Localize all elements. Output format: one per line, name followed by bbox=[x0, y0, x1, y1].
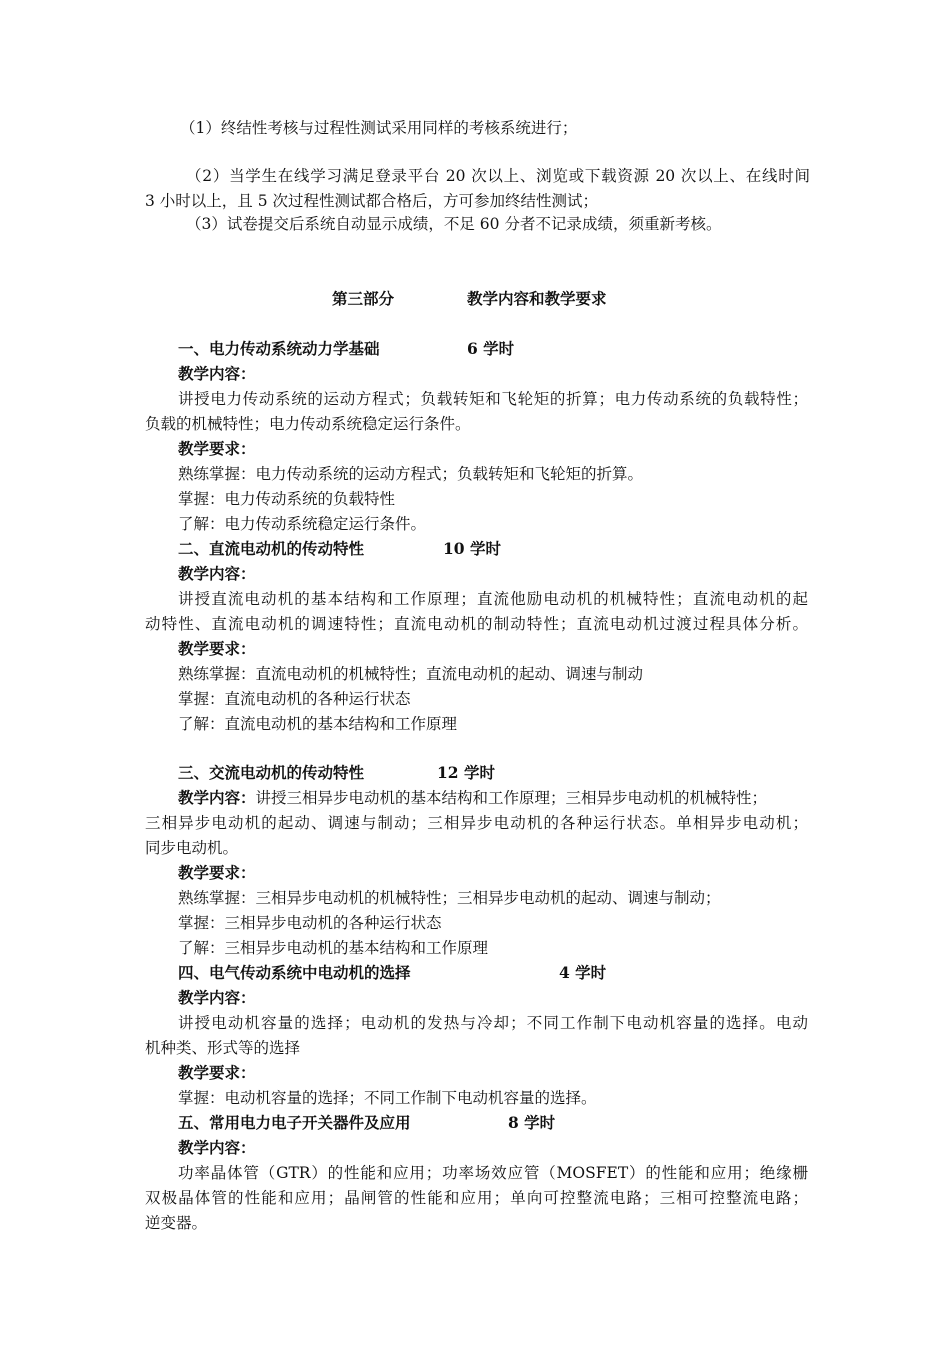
section-3-title: 三、交流电动机的传动特性 bbox=[178, 763, 365, 782]
rule-1: （1）终结性考核与过程性测试采用同样的考核系统进行； bbox=[180, 119, 578, 137]
section-5-hours: 8 学时 bbox=[508, 1113, 556, 1132]
rule-2-line-1: （2）当学生在线学习满足登录平台 20 次以上、浏览或下载资源 20 次以上、在线时间 bbox=[186, 167, 810, 185]
section-5-content-label: 教学内容： bbox=[178, 1138, 256, 1157]
section-4-content-line-1: 讲授电动机容量的选择；电动机的发热与冷却；不同工作制下电动机容量的选择。电动 bbox=[178, 1014, 808, 1032]
section-1-content-label: 教学内容： bbox=[178, 364, 256, 383]
section-3-content-text: 讲授三相异步电动机的基本结构和工作原理；三相异步电动机的机械特性； bbox=[255, 789, 768, 807]
section-2-req-3: 了解：直流电动机的基本结构和工作原理 bbox=[178, 715, 458, 733]
section-3-content-line-1 bbox=[178, 788, 808, 808]
section-5-content-line-1: 功率晶体管（GTR）的性能和应用；功率场效应管（MOSFET）的性能和应用；绝缘栅 bbox=[178, 1164, 808, 1182]
section-3-req-3: 了解：三相异步电动机的基本结构和工作原理 bbox=[178, 939, 489, 957]
section-1-content-line-2: 负载的机械特性；电力传动系统稳定运行条件。 bbox=[145, 415, 471, 433]
section-1-req-label: 教学要求： bbox=[178, 439, 256, 458]
section-4-hours: 4 学时 bbox=[559, 963, 607, 982]
section-1-req-3: 了解：电力传动系统稳定运行条件。 bbox=[178, 515, 427, 533]
section-3-req-1: 熟练掌握：三相异步电动机的机械特性；三相异步电动机的起动、调速与制动； bbox=[178, 889, 721, 907]
section-4-content-label: 教学内容： bbox=[178, 988, 256, 1007]
section-2-title: 二、直流电动机的传动特性 bbox=[178, 539, 365, 558]
rule-3: （3）试卷提交后系统自动显示成绩，不足 60 分者不记录成绩，须重新考核。 bbox=[186, 215, 722, 233]
section-2-content-label: 教学内容： bbox=[178, 564, 256, 583]
section-5-content-line-2: 双极晶体管的性能和应用；晶闸管的性能和应用；单向可控整流电路；三相可控整流电路； bbox=[145, 1189, 808, 1207]
section-5-content-line-3: 逆变器。 bbox=[145, 1214, 208, 1232]
rule-2-line-2: 3 小时以上，且 5 次过程性测试都合格后，方可参加终结性测试； bbox=[145, 192, 599, 210]
section-3-content-line-2: 三相异步电动机的起动、调速与制动；三相异步电动机的各种运行状态。单相异步电动机； bbox=[145, 814, 808, 832]
section-2-req-label: 教学要求： bbox=[178, 639, 256, 658]
section-2-content-line-2: 动特性、直流电动机的调速特性；直流电动机的制动特性；直流电动机过渡过程具体分析。 bbox=[145, 615, 808, 633]
section-3-content-line-3: 同步电动机。 bbox=[145, 839, 239, 857]
section-3-req-2: 掌握：三相异步电动机的各种运行状态 bbox=[178, 914, 442, 932]
section-5-title: 五、常用电力电子开关器件及应用 bbox=[178, 1113, 411, 1132]
section-1-req-2: 掌握：电力传动系统的负载特性 bbox=[178, 490, 396, 508]
section-4-req-label: 教学要求： bbox=[178, 1063, 256, 1082]
section-2-req-2: 掌握：直流电动机的各种运行状态 bbox=[178, 690, 411, 708]
section-4-content-line-2: 机种类、形式等的选择 bbox=[145, 1039, 301, 1057]
part-title: 教学内容和教学要求 bbox=[467, 289, 607, 308]
section-1-title: 一、电力传动系统动力学基础 bbox=[178, 339, 380, 358]
part-label: 第三部分 bbox=[332, 289, 395, 308]
section-2-content-line-1: 讲授直流电动机的基本结构和工作原理；直流他励电动机的机械特性；直流电动机的起 bbox=[178, 590, 808, 608]
section-3-req-label: 教学要求： bbox=[178, 863, 256, 882]
section-3-content-label: 教学内容： bbox=[178, 788, 256, 807]
section-2-hours: 10 学时 bbox=[443, 539, 501, 558]
section-1-content-line-1: 讲授电力传动系统的运动方程式；负载转矩和飞轮矩的折算；电力传动系统的负载特性； bbox=[178, 390, 808, 408]
section-4-title: 四、电气传动系统中电动机的选择 bbox=[178, 963, 411, 982]
section-4-req-1: 掌握：电动机容量的选择；不同工作制下电动机容量的选择。 bbox=[178, 1089, 597, 1107]
section-3-hours: 12 学时 bbox=[437, 763, 495, 782]
section-1-req-1: 熟练掌握：电力传动系统的运动方程式；负载转矩和飞轮矩的折算。 bbox=[178, 465, 644, 483]
section-1-hours: 6 学时 bbox=[467, 339, 515, 358]
section-2-req-1: 熟练掌握：直流电动机的机械特性；直流电动机的起动、调速与制动 bbox=[178, 665, 644, 683]
